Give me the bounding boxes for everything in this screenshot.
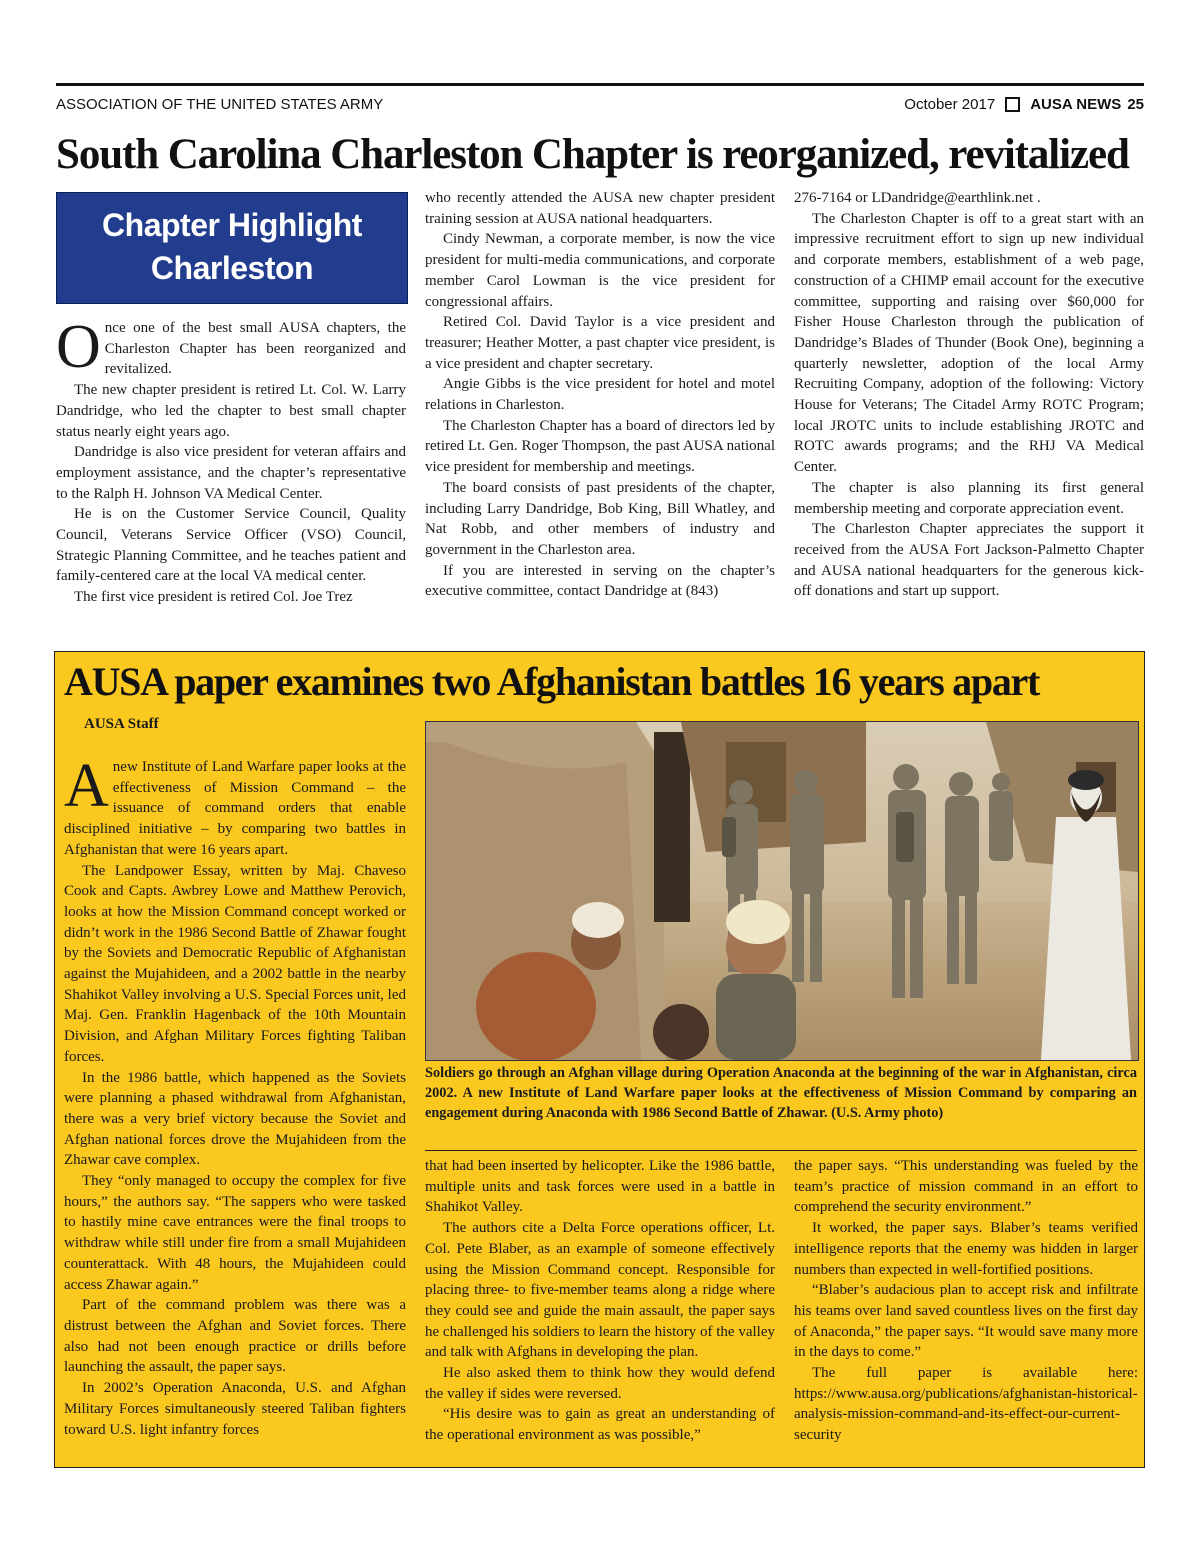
story2-paragraph: He also asked them to think how they would defend the valley if sides were reversed. [425,1365,775,1402]
box-bullet-icon [1005,97,1020,112]
photo-illustration [426,722,1138,1060]
story2-column-1 [64,752,406,1440]
story1-paragraph: Once one of the best small AUSA chapters, the Charleston Chapter has been reorganized and revitalized. [56,313,406,381]
photo-caption: Soldiers go through an Afghan village during Operation Anaconda at the beginning of the war in Afghanistan, circa 2002. A new Institute of Land Warfare paper looks at the effectiveness of Mission Command by comparing an engagement during Anaconda with 1986 Second Battle of Zhawar. (U.S. Army photo) [425,1065,1137,1121]
story1-paragraph: The Charleston Chapter is off to a great start with an impressive recruitment effort to sign up new individual and corporate members, establishment of a web page, construction of a CHIMP email account for the executive committee, supporting and raising over $60,000 for Fisher House Charleston through the publication of Dandridge’s Blades of Thunder (Book One), beginning a quarterly newsletter, adoption of the local Army Recruiting Company, adoption of the following: Victory House for Veterans; The Citadel Army ROTC Program; local JROTC units to include establishing JROTC and ROTC awards programs; and the RHJ VA Medical Center. [794,210,1144,476]
issue-date: October 2017 [904,96,996,113]
story2-paragraph: It worked, the paper says. Blaber’s teams verified intelligence reports that the enemy was hidden in larger numbers than expected in well-fortified positions. [794,1220,1138,1278]
story1-paragraph: who recently attended the AUSA new chapter president training session at AUSA national headquarters. [425,190,775,227]
story1-headline: South Carolina Charleston Chapter is reorganized, revitalized [56,131,1129,178]
story1-paragraph: Retired Col. David Taylor is a vice president and treasurer; Heather Motter, a past chapter vice president, is a vice president and chapter secretary. [425,314,775,372]
story1-paragraph: If you are interested in serving on the chapter’s executive committee, contact Dandridge at (843) [425,562,775,600]
story2-column-2 [425,1156,775,1446]
story2-paragraph: They “only managed to occupy the complex for five hours,” the authors say. “The sappers who were tasked to hastily mine cave entrances were the final troops to withdraw while still under fire from a small Mujahideen counterattack. With 48 hours, the Mujahideen could access Zhawar again.” [64,1173,406,1293]
story1-paragraph: Dandridge is also vice president for veteran affairs and employment assistance, and the chapter’s representative to the Ralph H. Johnson VA Medical Center. [56,444,406,502]
publisher-name: ASSOCIATION OF THE UNITED STATES ARMY [56,96,384,113]
story2-paragraph: Part of the command problem was there was a distrust between the Afghan and Soviet forces. There also had not been enough practice or drills before launching the assault, the paper says. [64,1297,406,1376]
story2-paragraph: The Landpower Essay, written by Maj. Chaveso Cook and Capts. Awbrey Lowe and Matthew Perovich, looks at how the Mission Command concept worked or didn’t work in the 1986 Second Battle of Zhawar fought by the Soviets and Democratic Republic of Afghanistan against the Mujahideen, and a 2002 battle in the nearby Shahikot Valley involving a U.S. Special Forces unit, led Maj. Gen. Franklin Hagenback of the 10th Mountain Division, and Afghan Military Forces fighting Taliban forces. [64,862,406,1065]
story1-paragraph: The board consists of past presidents of the chapter, including Larry Dandridge, Bob King, Bill Whatley, and Nat Robb, and other members of industry and government in the Charleston area. [425,479,775,558]
highlight-chapter: Charleston [150,250,314,286]
dropcap: O [56,313,101,381]
story1-paragraph: The new chapter president is retired Lt. Col. W. Larry Dandridge, who led the chapter to best small chapter status nearly eight years ago. [56,382,406,440]
story1-paragraph: 276-7164 or LDandridge@earthlink.net . [794,190,1041,206]
chapter-highlight-box [56,192,408,304]
story1-column-2 [425,188,775,602]
story2-headline: AUSA paper examines two Afghanistan battles 16 years apart [64,659,1039,704]
story2-column-3 [794,1156,1138,1446]
story2-paragraph: the paper says. “This understanding was fueled by the team’s practice of mission command in an effort to comprehend the security environment.” [794,1158,1138,1216]
page-number: 25 [1127,96,1144,113]
story1-column-3 [794,188,1144,602]
story2-paragraph: In the 1986 battle, which happened as the Soviets were planning a phased withdrawal from Afghanistan, there was a very brief victory because the Soviet and Afghan national forces drove the Mujahideen from the Zhawar cave complex. [64,1069,406,1169]
byline: AUSA Staff [84,716,159,732]
story1-paragraph: The Charleston Chapter appreciates the support it received from the AUSA Fort Jackson-Palmetto Chapter and AUSA national headquarters for the generous kick-off donations and start up support. [794,521,1144,600]
story2-paragraph: “His desire was to gain as great an understanding of the operational environment as was possible,” [425,1406,775,1444]
photo-soldiers-afghan-village [425,721,1139,1061]
highlight-title: Chapter Highlight [102,207,362,243]
story1-paragraph: Cindy Newman, a corporate member, is now the vice president for multi-media communications, and corporate member Carol Lowman is the vice president for congressional affairs. [425,231,775,310]
story1-paragraph: He is on the Customer Service Council, Quality Council, Veterans Service Officer (VSO) Council, Strategic Planning Committee, and he teaches patient and family-centered care at the local VA medical center. [56,506,406,585]
folio [904,96,1144,113]
story1-paragraph: The Charleston Chapter has a board of directors led by retired Lt. Gen. Roger Thompson, the past AUSA national vice president for membership and meetings. [425,417,775,476]
story2-paragraph: In 2002’s Operation Anaconda, U.S. and Afghan Military Forces simultaneously steered Taliban fighters toward U.S. light infantry forces [64,1380,406,1438]
publication-name: AUSA NEWS [1030,96,1122,113]
header-rule [56,83,1144,86]
story1-paragraph: The first vice president is retired Col. Joe Trez [74,589,353,606]
story1-paragraph: Angie Gibbs is the vice president for hotel and motel relations in Charleston. [425,376,775,414]
dropcap: A [64,752,109,820]
story1-paragraph: The chapter is also planning its first general membership meeting and corporate appreciation event. [794,479,1144,517]
story2-paragraph: that had been inserted by helicopter. Like the 1986 battle, multiple units and task forces were used in a battle in Shahikot Valley. [425,1158,775,1216]
story2-paragraph: Anew Institute of Land Warfare paper looks at the effectiveness of Mission Command – the issuance of command orders that enable disciplined initiative – by comparing two battles in Afghanistan that were 16 years apart. [64,752,406,858]
caption-rule [425,1150,1137,1151]
story2-paragraph: “Blaber’s audacious plan to accept risk and infiltrate his teams over land saved countless lives on the first day of Anaconda,” the paper says. “It would save many more in the days to come.” [794,1282,1138,1361]
story1-column-1 [56,313,406,608]
story2-paragraph: The full paper is available here: https://www.ausa.org/publications/afghanistan-historical-analysis-mission-command-and-its-effect-our-current-security [794,1365,1138,1444]
story2-paragraph: The authors cite a Delta Force operations officer, Lt. Col. Pete Blaber, as an example of someone effectively using the Mission Command concept. Responsible for placing three- to five-member teams along a ridge where they could see and guide the main assault, the paper says he challenged his soldiers to learn the history of the valley and talk with Afghans in developing the plan. [425,1220,775,1361]
